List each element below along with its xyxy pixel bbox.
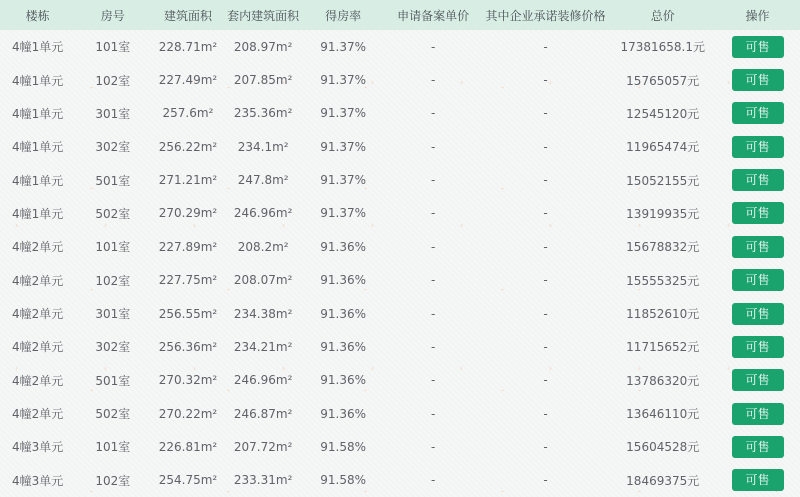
cell-renovation_price: - — [543, 73, 548, 88]
cell-area: 226.81m² — [158, 439, 218, 454]
cell-room: 102室 — [95, 473, 131, 488]
sellable-button[interactable]: 可售 — [732, 403, 784, 425]
sellable-button[interactable]: 可售 — [732, 169, 784, 191]
cell-rate: 91.37% — [320, 139, 367, 154]
sellable-button[interactable]: 可售 — [732, 269, 784, 291]
cell-action — [715, 330, 800, 363]
cell-area: 271.21m² — [158, 173, 218, 188]
sellable-button[interactable]: 可售 — [732, 202, 784, 224]
cell-action — [715, 464, 800, 497]
cell-renovation_price: - — [543, 239, 548, 254]
cell-room: 302室 — [95, 340, 131, 355]
cell-inner_area: 234.21m² — [233, 339, 293, 354]
cell-action — [715, 264, 800, 297]
cell-building: 4幢2单元 — [11, 407, 64, 422]
column-header-total_price: 总价 — [610, 0, 715, 30]
table-row — [0, 330, 800, 363]
cell-total_price: 13646110元 — [626, 407, 700, 422]
cell-filing_price: - — [430, 173, 436, 188]
cell-room: 101室 — [95, 240, 131, 255]
cell-total_price: 13919935元 — [626, 206, 700, 221]
cell-room: 101室 — [95, 440, 131, 455]
table-row — [0, 297, 800, 330]
cell-renovation_price: - — [543, 273, 548, 288]
sellable-button[interactable]: 可售 — [732, 69, 784, 91]
table-row — [0, 97, 800, 130]
cell-building: 4幢3单元 — [11, 473, 64, 488]
cell-renovation_price: - — [543, 106, 548, 121]
cell-building: 4幢1单元 — [11, 106, 64, 121]
table-row — [0, 163, 800, 196]
cell-renovation_price: - — [543, 439, 548, 454]
cell-area: 270.32m² — [158, 373, 218, 388]
cell-filing_price: - — [430, 39, 436, 54]
cell-area: 257.6m² — [162, 106, 214, 121]
cell-area: 227.49m² — [158, 73, 218, 88]
cell-rate: 91.58% — [320, 439, 367, 454]
cell-total_price: 11965474元 — [626, 140, 700, 155]
cell-room: 501室 — [95, 373, 131, 388]
cell-action — [715, 430, 800, 463]
column-header-room: 房号 — [75, 0, 150, 30]
cell-building: 4幢1单元 — [11, 40, 64, 55]
cell-rate: 91.58% — [320, 473, 367, 488]
cell-filing_price: - — [430, 306, 436, 321]
table-row — [0, 430, 800, 463]
cell-inner_area: 246.87m² — [233, 406, 293, 421]
cell-rate: 91.36% — [320, 273, 367, 288]
cell-action — [715, 397, 800, 430]
cell-inner_area: 247.8m² — [237, 173, 289, 188]
cell-renovation_price: - — [543, 406, 548, 421]
sellable-button[interactable]: 可售 — [732, 136, 784, 158]
cell-filing_price: - — [430, 139, 436, 154]
sellable-button[interactable]: 可售 — [732, 336, 784, 358]
table-row — [0, 464, 800, 497]
cell-building: 4幢2单元 — [11, 273, 64, 288]
column-header-rate: 得房率 — [301, 0, 386, 30]
cell-room: 302室 — [95, 140, 131, 155]
cell-total_price: 15052155元 — [626, 173, 700, 188]
table-row — [0, 364, 800, 397]
cell-filing_price: - — [430, 473, 436, 488]
cell-building: 4幢3单元 — [11, 440, 64, 455]
sellable-button[interactable]: 可售 — [732, 36, 784, 58]
cell-action — [715, 63, 800, 96]
cell-building: 4幢2单元 — [11, 240, 64, 255]
sellable-button[interactable]: 可售 — [732, 469, 784, 491]
cell-rate: 91.36% — [320, 406, 367, 421]
cell-area: 256.55m² — [158, 306, 218, 321]
cell-total_price: 13786320元 — [626, 373, 700, 388]
cell-rate: 91.36% — [320, 373, 367, 388]
cell-renovation_price: - — [543, 339, 548, 354]
table-row — [0, 197, 800, 230]
cell-action — [715, 30, 800, 63]
cell-inner_area: 208.2m² — [237, 239, 289, 254]
column-header-action: 操作 — [715, 0, 800, 30]
cell-renovation_price: - — [543, 39, 548, 54]
cell-filing_price: - — [430, 439, 436, 454]
cell-rate: 91.37% — [320, 73, 367, 88]
column-header-inner_area: 套内建筑面积 — [226, 0, 301, 30]
cell-total_price: 15555325元 — [626, 273, 700, 288]
cell-inner_area: 207.72m² — [233, 439, 293, 454]
cell-filing_price: - — [430, 273, 436, 288]
cell-room: 502室 — [95, 407, 131, 422]
cell-area: 270.29m² — [158, 206, 218, 221]
cell-total_price: 15604528元 — [626, 440, 700, 455]
cell-area: 228.71m² — [158, 39, 218, 54]
cell-building: 4幢2单元 — [11, 340, 64, 355]
cell-renovation_price: - — [543, 473, 548, 488]
cell-total_price: 11852610元 — [626, 307, 700, 322]
cell-area: 270.22m² — [158, 406, 218, 421]
column-header-building: 楼栋 — [0, 0, 75, 30]
table-row — [0, 264, 800, 297]
cell-area: 227.75m² — [158, 273, 218, 288]
cell-action — [715, 97, 800, 130]
cell-area: 256.36m² — [158, 339, 218, 354]
cell-inner_area: 207.85m² — [233, 73, 293, 88]
cell-inner_area: 234.1m² — [237, 139, 289, 154]
cell-filing_price: - — [430, 406, 436, 421]
cell-action — [715, 364, 800, 397]
cell-room: 502室 — [95, 206, 131, 221]
cell-rate: 91.37% — [320, 173, 367, 188]
cell-area: 227.89m² — [158, 239, 218, 254]
cell-room: 102室 — [95, 73, 131, 88]
cell-filing_price: - — [430, 106, 436, 121]
cell-rate: 91.36% — [320, 306, 367, 321]
cell-building: 4幢1单元 — [11, 73, 64, 88]
sellable-button[interactable]: 可售 — [732, 236, 784, 258]
cell-action — [715, 297, 800, 330]
sellable-button[interactable]: 可售 — [732, 369, 784, 391]
cell-action — [715, 230, 800, 263]
table-header — [0, 0, 800, 30]
sellable-button[interactable]: 可售 — [732, 303, 784, 325]
cell-total_price: 17381658.1元 — [620, 40, 705, 55]
cell-filing_price: - — [430, 239, 436, 254]
cell-building: 4幢2单元 — [11, 307, 64, 322]
cell-room: 102室 — [95, 273, 131, 288]
cell-area: 254.75m² — [158, 473, 218, 488]
cell-room: 301室 — [95, 106, 131, 121]
cell-rate: 91.37% — [320, 206, 367, 221]
sellable-button[interactable]: 可售 — [732, 436, 784, 458]
table-body — [0, 30, 800, 497]
column-header-renovation_price: 其中企业承诺装修价格 — [481, 0, 611, 30]
cell-rate: 91.37% — [320, 39, 367, 54]
cell-building: 4幢1单元 — [11, 140, 64, 155]
table-row — [0, 397, 800, 430]
cell-inner_area: 235.36m² — [233, 106, 293, 121]
column-header-area: 建筑面积 — [150, 0, 225, 30]
cell-renovation_price: - — [543, 373, 548, 388]
cell-room: 501室 — [95, 173, 131, 188]
cell-building: 4幢1单元 — [11, 173, 64, 188]
table-row — [0, 30, 800, 63]
cell-action — [715, 197, 800, 230]
cell-renovation_price: - — [543, 173, 548, 188]
cell-room: 101室 — [95, 40, 131, 55]
cell-total_price: 15765057元 — [626, 73, 700, 88]
sellable-button[interactable]: 可售 — [732, 102, 784, 124]
cell-room: 301室 — [95, 307, 131, 322]
cell-inner_area: 246.96m² — [233, 206, 293, 221]
cell-inner_area: 208.97m² — [233, 39, 293, 54]
cell-rate: 91.36% — [320, 339, 367, 354]
cell-total_price: 11715652元 — [626, 340, 700, 355]
cell-action — [715, 163, 800, 196]
cell-inner_area: 208.07m² — [233, 273, 293, 288]
cell-building: 4幢2单元 — [11, 373, 64, 388]
cell-rate: 91.36% — [320, 239, 367, 254]
cell-area: 256.22m² — [158, 139, 218, 154]
table-row — [0, 230, 800, 263]
table-header-row — [0, 0, 800, 30]
cell-inner_area: 246.96m² — [233, 373, 293, 388]
cell-rate: 91.37% — [320, 106, 367, 121]
cell-inner_area: 234.38m² — [233, 306, 293, 321]
cell-renovation_price: - — [543, 139, 548, 154]
cell-filing_price: - — [430, 206, 436, 221]
cell-action — [715, 130, 800, 163]
cell-building: 4幢1单元 — [11, 206, 64, 221]
cell-renovation_price: - — [543, 206, 548, 221]
cell-total_price: 15678832元 — [626, 240, 700, 255]
column-header-filing_price: 申请备案单价 — [386, 0, 481, 30]
cell-filing_price: - — [430, 339, 436, 354]
table-row — [0, 130, 800, 163]
cell-inner_area: 233.31m² — [233, 473, 293, 488]
table-row — [0, 63, 800, 96]
cell-renovation_price: - — [543, 306, 548, 321]
cell-total_price: 12545120元 — [626, 106, 700, 121]
cell-total_price: 18469375元 — [626, 473, 700, 488]
cell-filing_price: - — [430, 373, 436, 388]
cell-filing_price: - — [430, 73, 436, 88]
